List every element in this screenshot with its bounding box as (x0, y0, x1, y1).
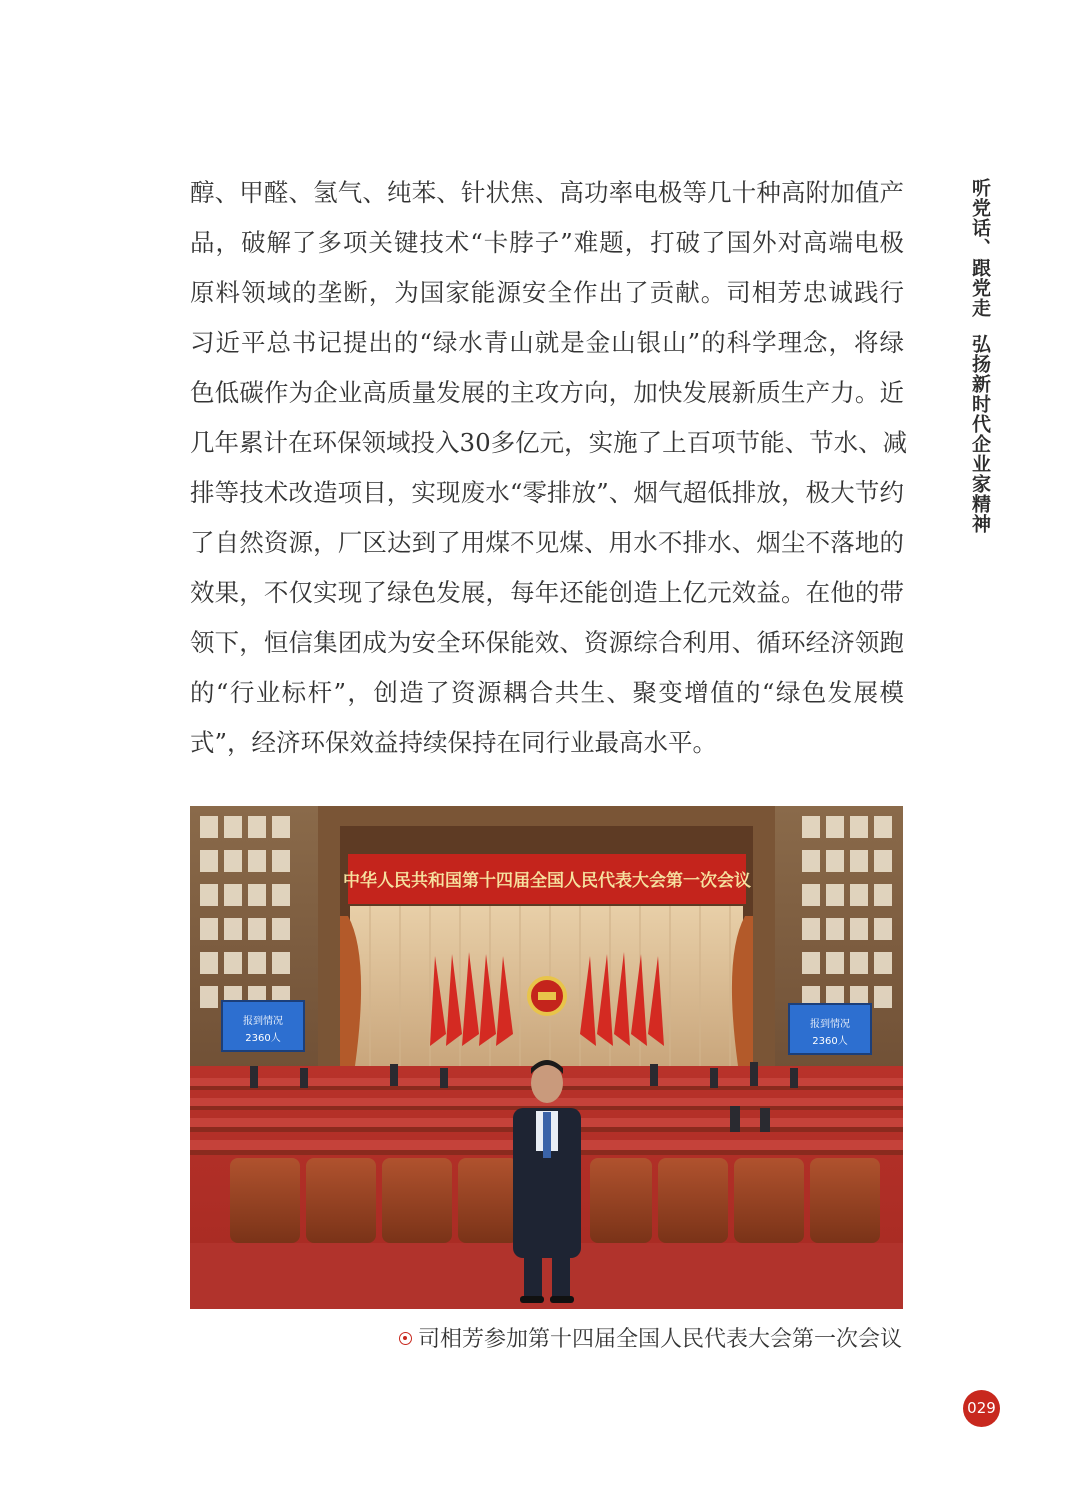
body-line: 原料领域的垄断，为国家能源安全作出了贡献。司相芳忠诚践行 (190, 278, 904, 307)
body-line: 的“行业标杆”，创造了资源耦合共生、聚变增值的“绿色发展模 (190, 678, 904, 707)
page-number: 029 (963, 1390, 1000, 1427)
body-line: 式”，经济环保效益持续保持在同行业最高水平。 (190, 728, 718, 757)
screen-left-line1: 报到情况 (243, 1016, 283, 1027)
running-title-part1: 听党话、跟党走 (969, 178, 991, 318)
body-line: 品，破解了多项关键技术“卡脖子”难题，打破了国外对高端电极 (190, 228, 904, 257)
body-line: 领下，恒信集团成为安全环保能效、资源综合利用、循环经济领跑 (190, 628, 904, 657)
body-line: 了自然资源，厂区达到了用煤不见煤、用水不排水、烟尘不落地的 (190, 528, 904, 557)
body-line: 排等技术改造项目，实现废水“零排放”、烟气超低排放，极大节约 (190, 478, 904, 507)
target-circle-icon (399, 1332, 412, 1345)
screen-right-line2: 2360人 (812, 1036, 848, 1047)
body-line: 习近平总书记提出的“绿水青山就是金山银山”的科学理念，将绿 (190, 328, 904, 357)
body-line: 色低碳作为企业高质量发展的主攻方向，加快发展新质生产力。近 (190, 378, 904, 407)
running-title-part2: 弘扬新时代企业家精神 (969, 334, 991, 534)
hall-photo (190, 806, 903, 1309)
photo-caption (399, 1322, 902, 1353)
screen-left-line2: 2360人 (245, 1033, 281, 1044)
body-line: 效果，不仅实现了绿色发展，每年还能创造上亿元效益。在他的带 (190, 578, 904, 607)
running-title (968, 178, 992, 534)
caption-text: 司相芳参加第十四届全国人民代表大会第一次会议 (417, 1327, 902, 1352)
body-line: 几年累计在环保领域投入30多亿元，实施了上百项节能、节水、减 (190, 428, 908, 457)
body-text (190, 168, 908, 768)
banner-text: 中华人民共和国第十四届全国人民代表大会第一次会议 (343, 871, 751, 891)
body-line: 醇、甲醛、氢气、纯苯、针状焦、高功率电极等几十种高附加值产 (190, 178, 904, 207)
screen-right-line1: 报到情况 (810, 1019, 850, 1030)
